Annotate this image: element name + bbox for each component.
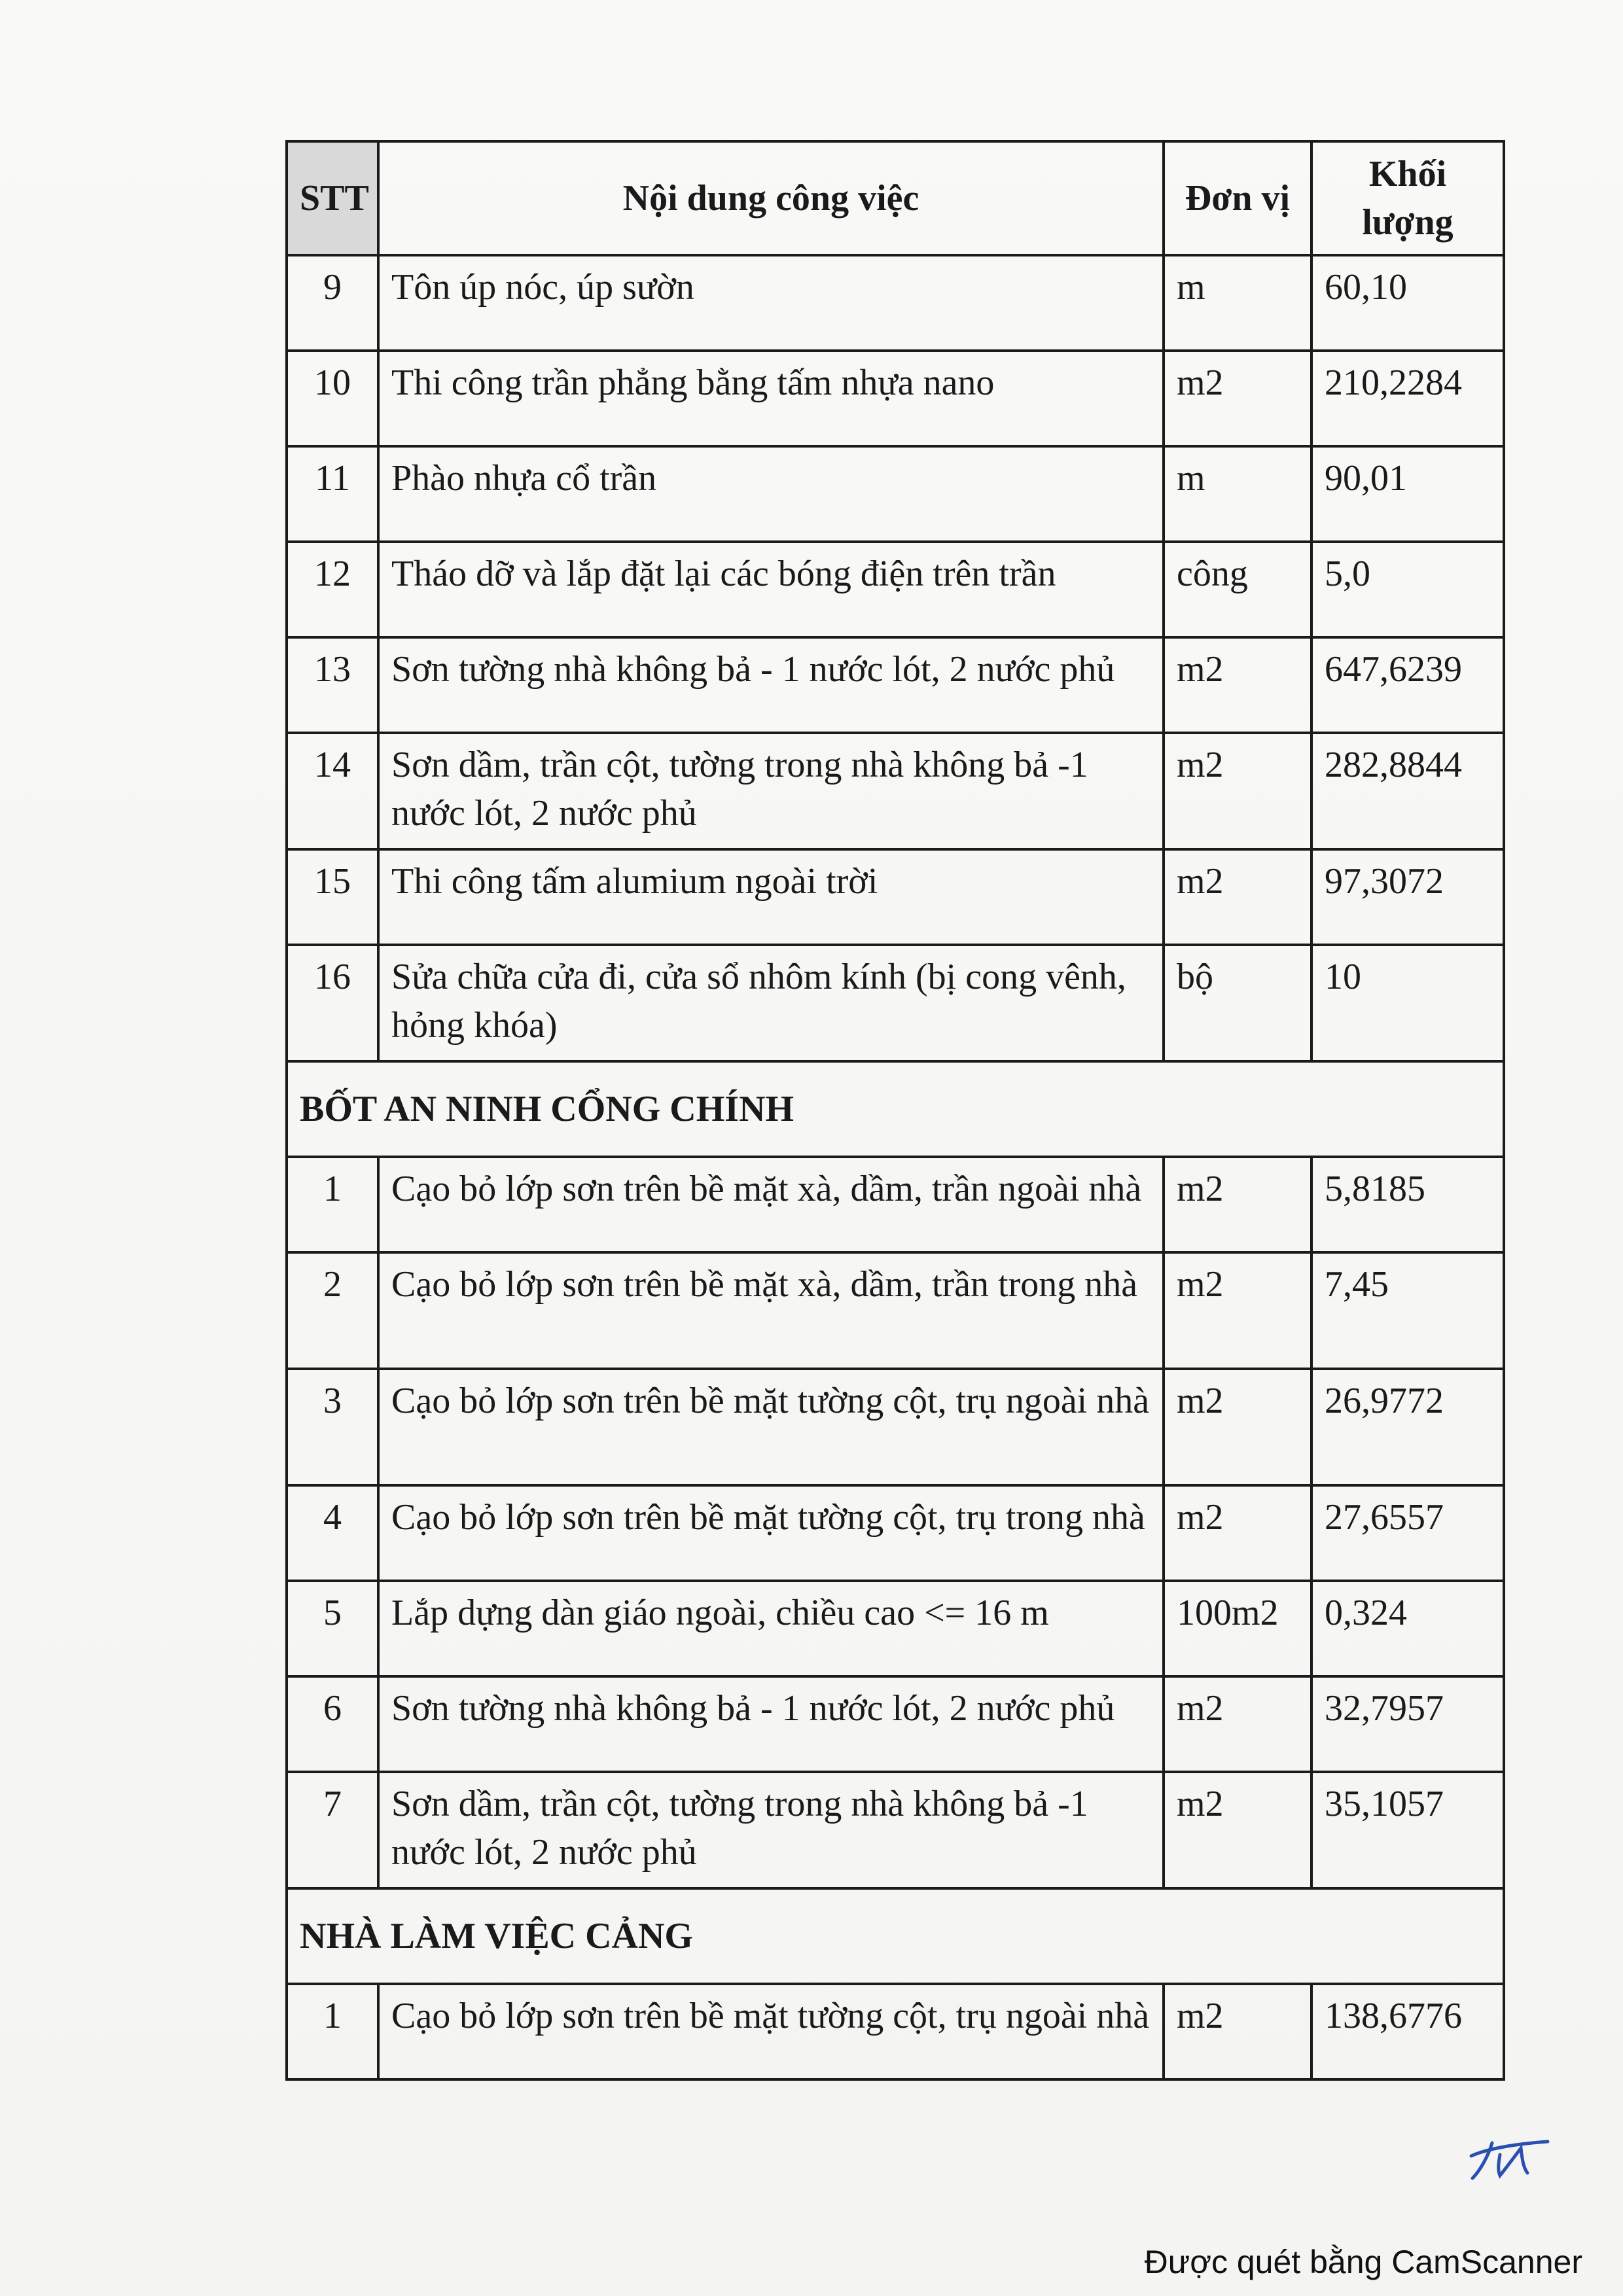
row-stt: 16 xyxy=(287,945,378,1061)
row-stt: 13 xyxy=(287,637,378,733)
row-quantity: 27,6557 xyxy=(1311,1485,1504,1581)
row-unit: m2 xyxy=(1164,733,1311,849)
section-title-security-booth: BỐT AN NINH CỔNG CHÍNH xyxy=(287,1061,1504,1157)
section-row xyxy=(287,1061,1504,1157)
row-stt: 5 xyxy=(287,1581,378,1676)
table-row xyxy=(287,849,1504,945)
row-unit: m2 xyxy=(1164,1157,1311,1252)
row-quantity: 7,45 xyxy=(1311,1252,1504,1369)
row-unit: m2 xyxy=(1164,1772,1311,1888)
row-stt: 4 xyxy=(287,1485,378,1581)
table-row xyxy=(287,1157,1504,1252)
row-unit: m2 xyxy=(1164,637,1311,733)
row-stt: 3 xyxy=(287,1369,378,1485)
row-unit: m xyxy=(1164,446,1311,542)
row-quantity: 26,9772 xyxy=(1311,1369,1504,1485)
row-content: Sơn dầm, trần cột, tường trong nhà không bả -1 nước lót, 2 nước phủ xyxy=(378,733,1164,849)
row-content: Cạo bỏ lớp sơn trên bề mặt tường cột, trụ ngoài nhà xyxy=(378,1369,1164,1485)
header-quantity xyxy=(1311,141,1504,255)
row-content: Cạo bỏ lớp sơn trên bề mặt tường cột, trụ ngoài nhà xyxy=(378,1984,1164,2079)
table-row xyxy=(287,1772,1504,1888)
header-stt: STT xyxy=(287,141,378,255)
row-stt: 15 xyxy=(287,849,378,945)
section-row xyxy=(287,1888,1504,1984)
row-unit: m2 xyxy=(1164,1369,1311,1485)
table-row xyxy=(287,1676,1504,1772)
table-row xyxy=(287,351,1504,446)
section-title-port-office: NHÀ LÀM VIỆC CẢNG xyxy=(287,1888,1504,1984)
row-stt: 1 xyxy=(287,1157,378,1252)
row-unit: 100m2 xyxy=(1164,1581,1311,1676)
table-row xyxy=(287,446,1504,542)
table-row xyxy=(287,637,1504,733)
row-content: Sơn dầm, trần cột, tường trong nhà không bả -1 nước lót, 2 nước phủ xyxy=(378,1772,1164,1888)
row-stt: 10 xyxy=(287,351,378,446)
table-row xyxy=(287,1984,1504,2079)
row-quantity: 210,2284 xyxy=(1311,351,1504,446)
row-unit: m2 xyxy=(1164,1676,1311,1772)
row-unit: công xyxy=(1164,542,1311,637)
table-row xyxy=(287,1485,1504,1581)
row-content: Tôn úp nóc, úp sườn xyxy=(378,255,1164,351)
row-stt: 11 xyxy=(287,446,378,542)
row-stt: 6 xyxy=(287,1676,378,1772)
row-stt: 12 xyxy=(287,542,378,637)
row-content: Cạo bỏ lớp sơn trên bề mặt xà, dầm, trần trong nhà xyxy=(378,1252,1164,1369)
table-row xyxy=(287,945,1504,1061)
row-unit: bộ xyxy=(1164,945,1311,1061)
initials-signature xyxy=(1466,2130,1551,2182)
row-quantity: 90,01 xyxy=(1311,446,1504,542)
row-quantity: 138,6776 xyxy=(1311,1984,1504,2079)
work-quantity-table xyxy=(285,140,1505,2081)
row-quantity: 97,3072 xyxy=(1311,849,1504,945)
header-quantity-line2: lượng xyxy=(1362,202,1454,243)
table-row xyxy=(287,1369,1504,1485)
row-quantity: 5,8185 xyxy=(1311,1157,1504,1252)
table-row xyxy=(287,1252,1504,1369)
row-stt: 14 xyxy=(287,733,378,849)
header-unit: Đơn vị xyxy=(1164,141,1311,255)
row-content: Phào nhựa cổ trần xyxy=(378,446,1164,542)
row-content: Sơn tường nhà không bả - 1 nước lót, 2 nước phủ xyxy=(378,1676,1164,1772)
row-quantity: 5,0 xyxy=(1311,542,1504,637)
row-content: Cạo bỏ lớp sơn trên bề mặt xà, dầm, trần ngoài nhà xyxy=(378,1157,1164,1252)
row-unit: m2 xyxy=(1164,351,1311,446)
row-quantity: 0,324 xyxy=(1311,1581,1504,1676)
row-content: Sơn tường nhà không bả - 1 nước lót, 2 nước phủ xyxy=(378,637,1164,733)
row-stt: 7 xyxy=(287,1772,378,1888)
row-content: Lắp dựng dàn giáo ngoài, chiều cao <= 16 m xyxy=(378,1581,1164,1676)
table-row xyxy=(287,542,1504,637)
row-unit: m2 xyxy=(1164,1984,1311,2079)
row-unit: m2 xyxy=(1164,849,1311,945)
table-row xyxy=(287,733,1504,849)
row-quantity: 60,10 xyxy=(1311,255,1504,351)
header-quantity-line1: Khối xyxy=(1368,154,1447,194)
row-unit: m2 xyxy=(1164,1485,1311,1581)
camscanner-watermark: Được quét bằng CamScanner xyxy=(1144,2244,1582,2280)
row-stt: 1 xyxy=(287,1984,378,2079)
row-quantity: 282,8844 xyxy=(1311,733,1504,849)
row-content: Thi công tấm alumium ngoài trời xyxy=(378,849,1164,945)
row-quantity: 35,1057 xyxy=(1311,1772,1504,1888)
row-stt: 2 xyxy=(287,1252,378,1369)
table-row xyxy=(287,1581,1504,1676)
row-quantity: 32,7957 xyxy=(1311,1676,1504,1772)
row-content: Cạo bỏ lớp sơn trên bề mặt tường cột, trụ trong nhà xyxy=(378,1485,1164,1581)
row-content: Thi công trần phẳng bằng tấm nhựa nano xyxy=(378,351,1164,446)
row-unit: m2 xyxy=(1164,1252,1311,1369)
row-content: Sửa chữa cửa đi, cửa sổ nhôm kính (bị cong vênh, hỏng khóa) xyxy=(378,945,1164,1061)
row-quantity: 10 xyxy=(1311,945,1504,1061)
row-content: Tháo dỡ và lắp đặt lại các bóng điện trên trần xyxy=(378,542,1164,637)
row-quantity: 647,6239 xyxy=(1311,637,1504,733)
row-stt: 9 xyxy=(287,255,378,351)
header-content: Nội dung công việc xyxy=(378,141,1164,255)
table-header-row xyxy=(287,141,1504,255)
table-row xyxy=(287,255,1504,351)
row-unit: m xyxy=(1164,255,1311,351)
